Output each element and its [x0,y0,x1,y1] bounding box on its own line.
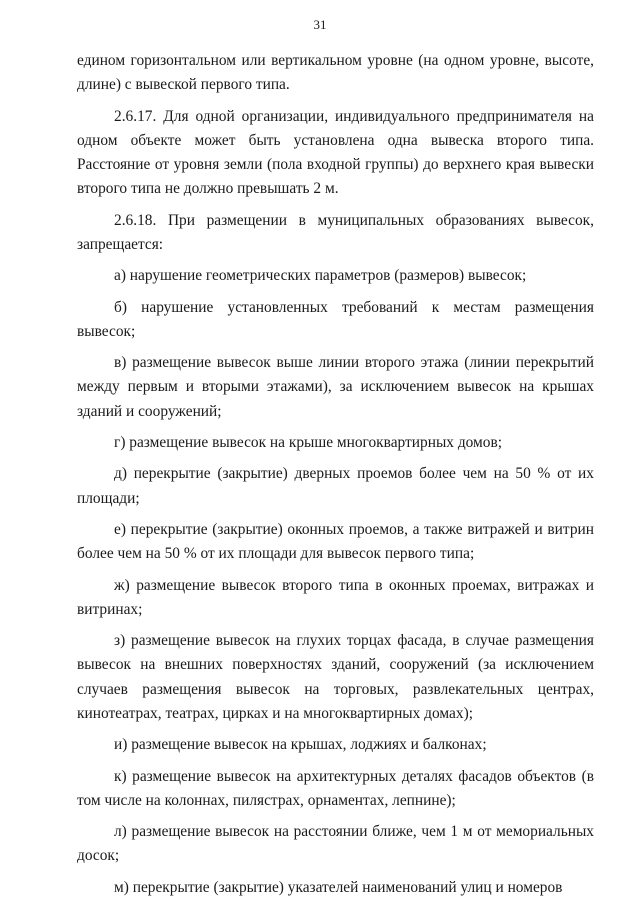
list-item-zh: ж) размещение вывесок второго типа в оконных проемах, витражах и витринах; [77,576,594,618]
list-item-b: б) нарушение установленных требований к местам размещения вывесок; [77,298,594,340]
document-body [77,49,594,907]
list-item-i: и) размещение вывесок на крышах, лоджиях и балконах; [114,736,487,754]
list-item-k: к) размещение вывесок на архитектурных деталях фасадов объектов (в том числе на колоннах, пилястрах, орнаментах, лепнине); [77,767,594,809]
list-item-v: в) размещение вывесок выше линии второго этажа (линии перекрытий между первым и вторыми этажами), за исключением вывесок на крышах зданий и сооружений; [77,354,594,420]
list-item-z: з) размещение вывесок на глухих торцах фасада, в случае размещения вывесок на внешних поверхностях зданий, сооружений (за исключением случаев размещения вывесок на торговых, развлекательных центрах, кинотеатрах, театрах, цирках и на многоквартирных домах); [77,632,594,722]
list-item-l: л) размещение вывесок на расстоянии ближе, чем 1 м от мемориальных досок; [77,823,594,865]
list-item-e: е) перекрытие (закрытие) оконных проемов, а также витражей и витрин более чем на 50 % от их площади для вывесок первого типа; [77,520,594,563]
paragraph-continuation: едином горизонтальном или вертикальном уровне (на одном уровне, высоте, длине) с вывеской первого типа. [77,52,594,94]
page-number: 31 [313,17,327,32]
paragraph-clause-2-6-17: 2.6.17. Для одной организации, индивидуального предпринимателя на одном объекте может быть установлена одна вывеска второго типа. Расстояние от уровня земли (пола входной группы) до верхнего края вывески второго типа не должно превышать 2 м. [77,107,594,198]
list-item-m: м) перекрытие (закрытие) указателей наименований улиц и номеров [114,878,563,896]
list-item-g: г) размещение вывесок на крыше многоквартирных домов; [114,433,503,451]
list-item-a: а) нарушение геометрических параметров (размеров) вывесок; [114,267,527,285]
list-item-d: д) перекрытие (закрытие) дверных проемов более чем на 50 % от их площади; [77,465,594,507]
paragraph-clause-2-6-18: 2.6.18. При размещении в муниципальных образованиях вывесок, запрещается: [77,211,594,253]
